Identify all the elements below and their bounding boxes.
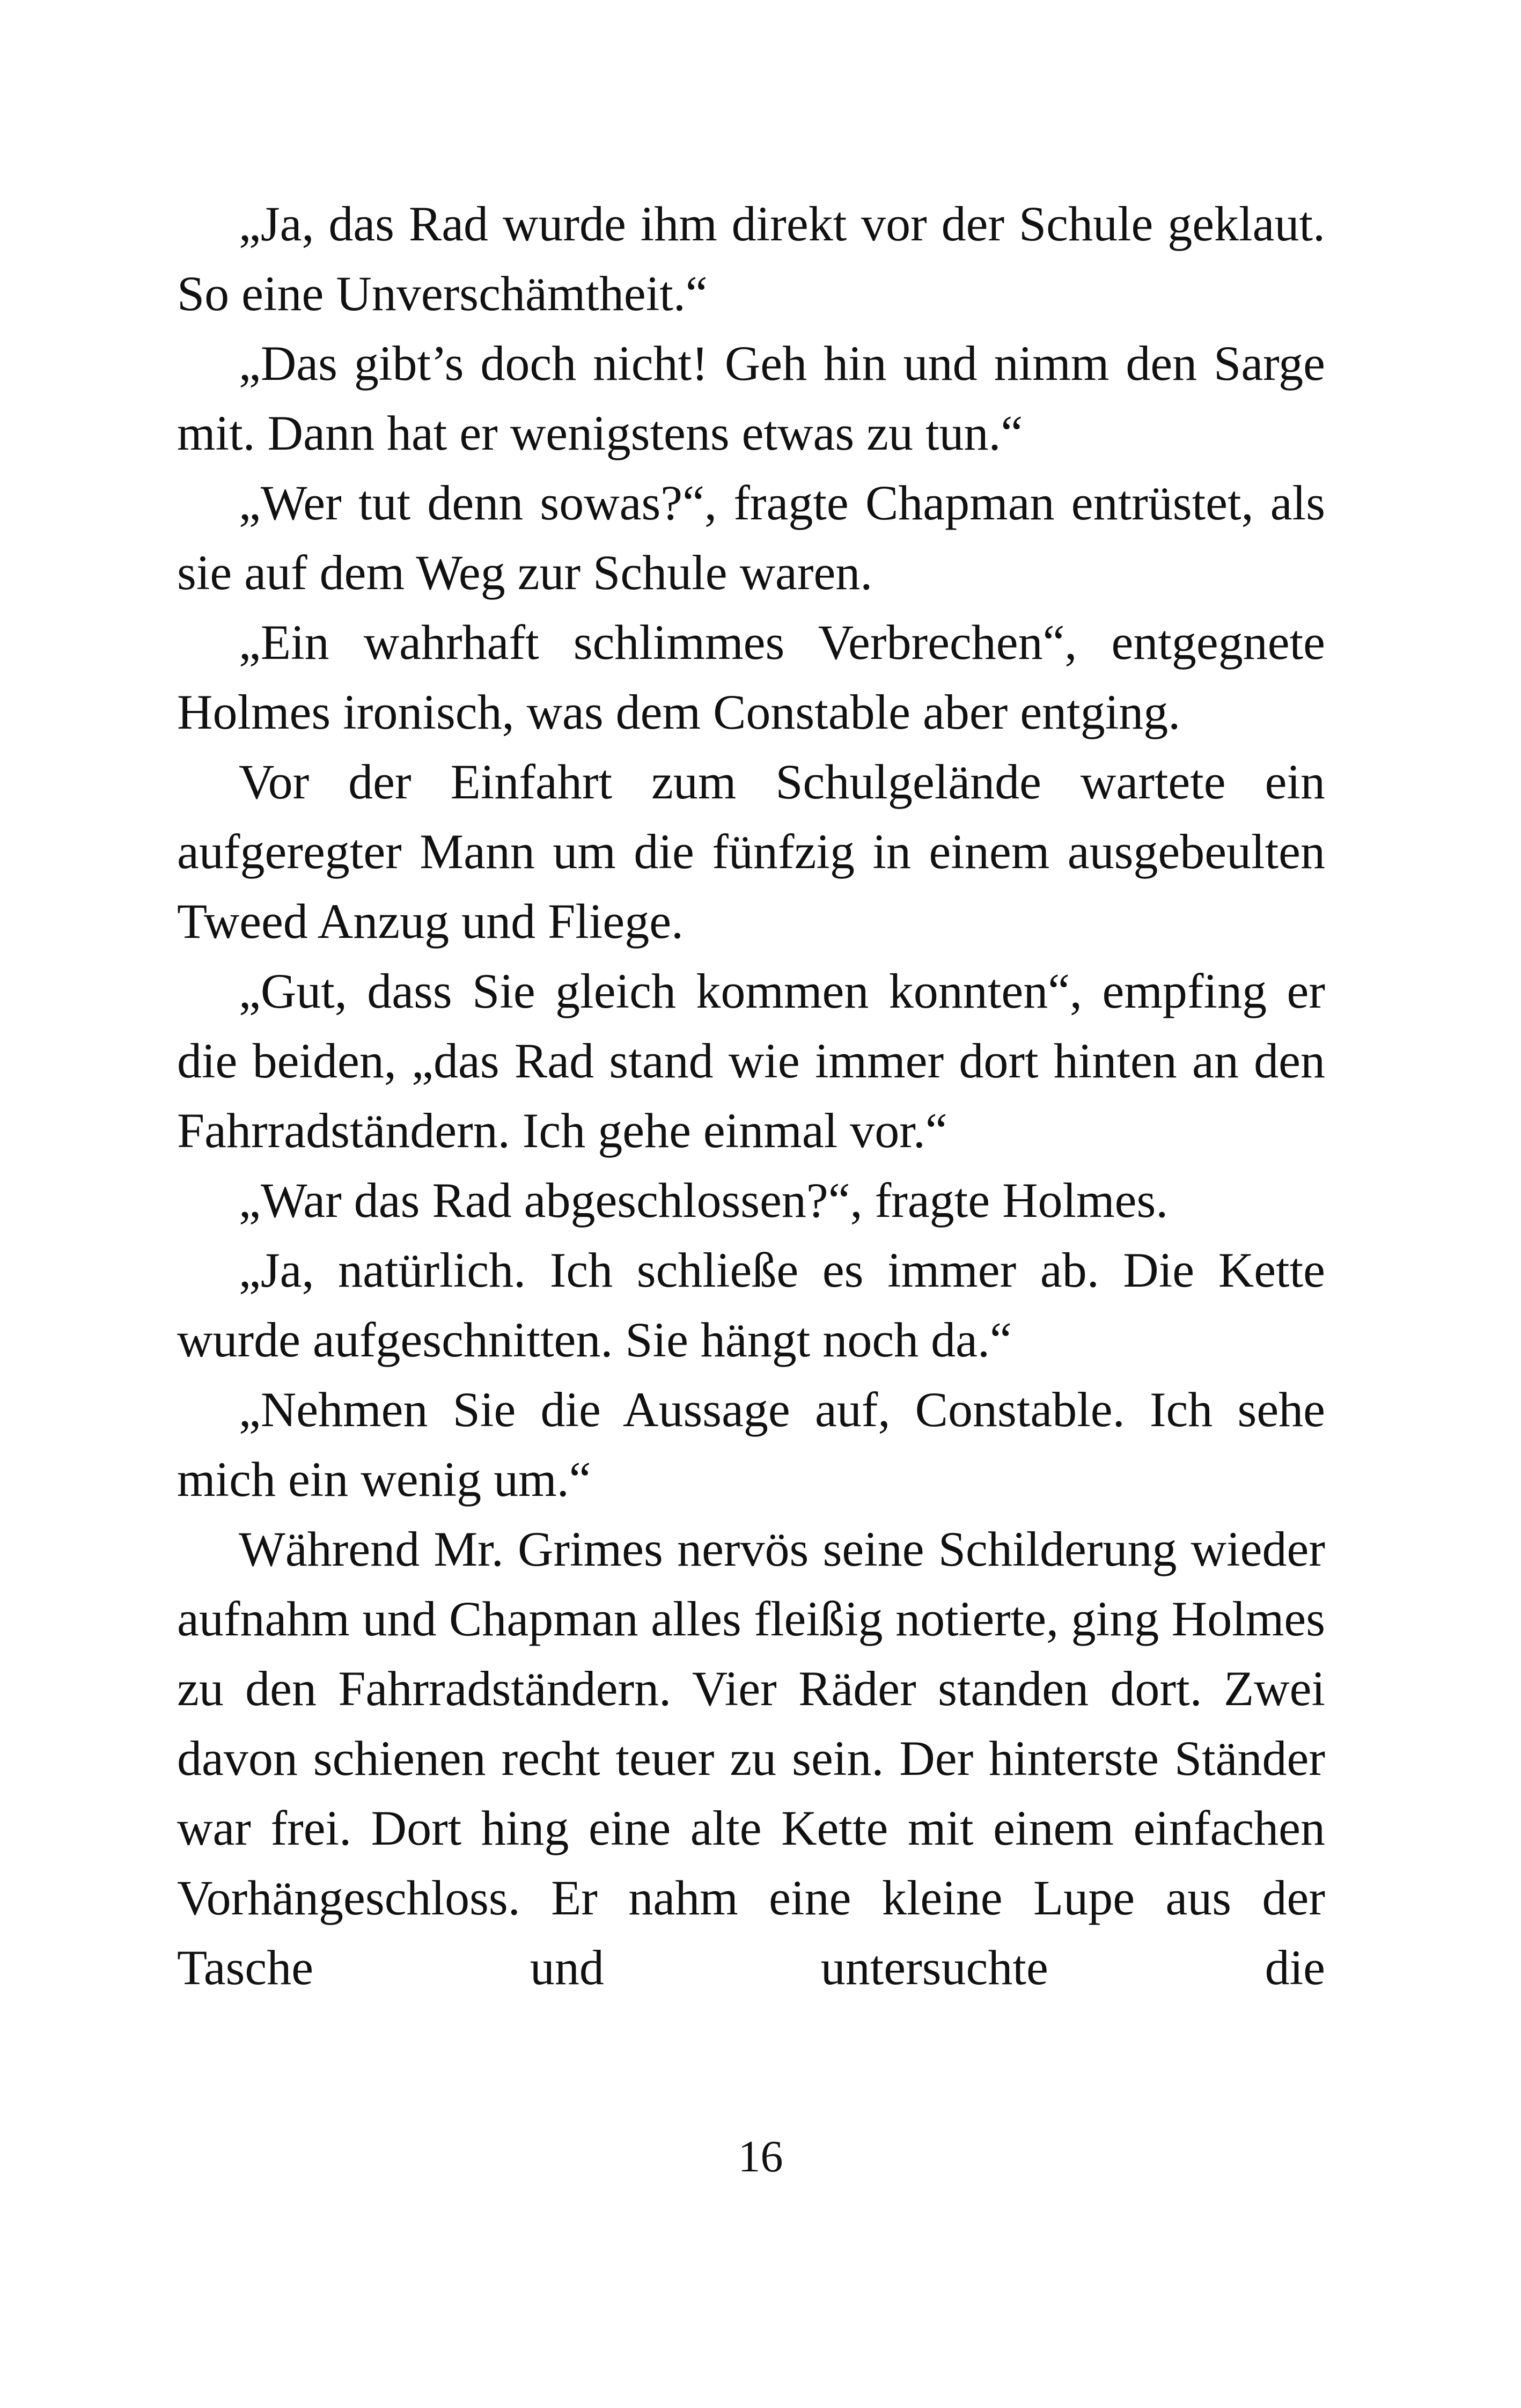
page-number: 16 [738, 2132, 783, 2182]
paragraph: Während Mr. Grimes nervös seine Schilderung wieder aufnahm und Chapman alles fleißig notierte, ging Holmes zu den Fahrradständern. Vier Räder standen dort. Zwei davon schienen recht teuer zu sein. Der hinterste Ständer war frei. Dort hing eine alte Kette mit einem einfachen Vorhängeschloss. Er nahm eine kleine Lupe aus der Tasche und untersuchte die [177, 1522, 1325, 1995]
paragraph: „War das Rad abgeschlossen?“, fragte Holmes. [239, 1173, 1169, 1228]
paragraph: „Ja, das Rad wurde ihm direkt vor der Schule geklaut. So eine Unverschämtheit.“ [177, 196, 1325, 321]
paragraph: „Ja, natürlich. Ich schließe es immer ab. Die Kette wurde aufgeschnitten. Sie hängt noch da.“ [177, 1243, 1325, 1367]
body-text [177, 189, 1325, 2002]
paragraph: „Ein wahrhaft schlimmes Verbrechen“, entgegnete Holmes ironisch, was dem Constable aber entging. [177, 615, 1325, 739]
paragraph: „Nehmen Sie die Aussage auf, Constable. Ich sehe mich ein wenig um.“ [177, 1382, 1325, 1507]
paragraph: „Gut, dass Sie gleich kommen konnten“, empfing er die beiden, „das Rad stand wie immer dort hinten an den Fahrradständern. Ich gehe einmal vor.“ [177, 964, 1325, 1158]
paragraph: „Das gibt’s doch nicht! Geh hin und nimm den Sarge mit. Dann hat er wenigstens etwas zu tun.“ [177, 336, 1325, 460]
paragraph: Vor der Einfahrt zum Schulgelände wartete ein aufgeregter Mann um die fünfzig in einem ausgebeulten Tweed Anzug und Fliege. [177, 754, 1325, 949]
paragraph: „Wer tut denn sowas?“, fragte Chapman entrüstet, als sie auf dem Weg zur Schule waren. [177, 475, 1325, 600]
